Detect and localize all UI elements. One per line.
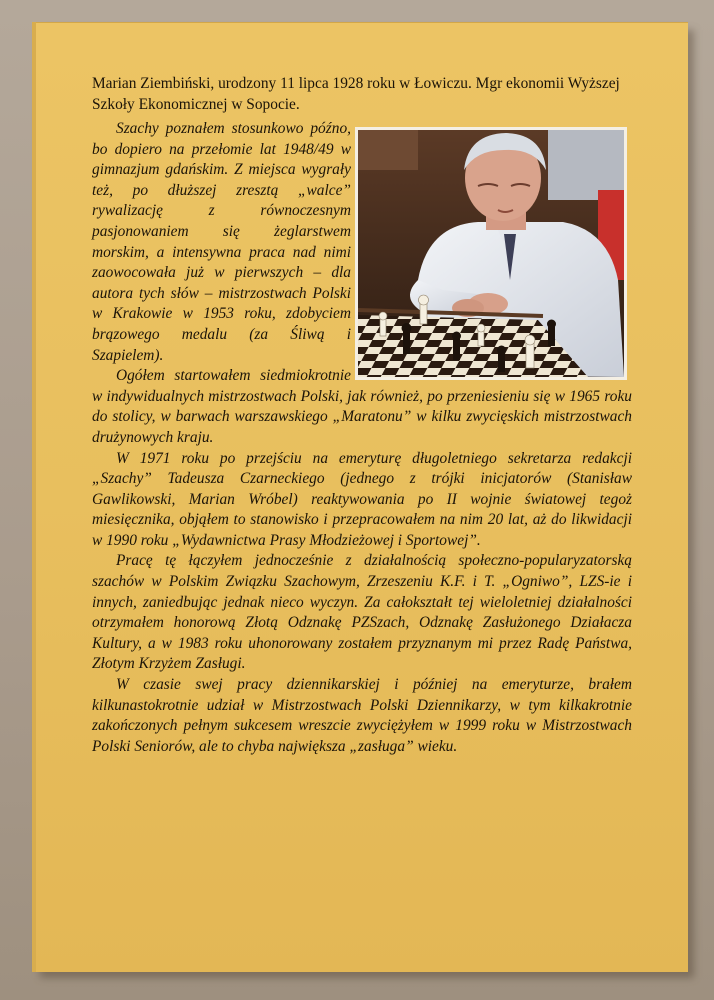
intro-paragraph: Marian Ziembiński, urodzony 11 lipca 1928 roku w Łowiczu. Mgr ekonomii Wyższej Szkoły Ekonomicznej w Sopocie. [92, 75, 620, 113]
biography-paragraph-1: Szachy poznałem stosunkowo późno, bo dopiero na przełomie lat 1948/49 w gimnazjum gdańskim. Z miejsca wygrały też, po dłuższej zresztą „walce” rywalizację z równoczesnym pasjonowaniem się żeglarstwem morskim, a intensywna praca nad nimi zaowocowała już w pierwszych – dla autora tych słów – mistrzostwach Polski w Krakowie w 1953 roku, zdobyciem brązowego medalu (za Śliwą i Szapielem). [92, 120, 351, 364]
author-photo [355, 127, 627, 380]
biography-paragraph-2: Ogółem startowałem siedmiokrotnie w indywidualnych mistrzostwach Polski, jak również, po przeniesieniu się w 1965 roku do stolicy, w barwach warszawskiego „Maratonu” w kilku zwycięskich mistrzostwach drużynowych kraju. [92, 367, 632, 446]
biography-paragraph-5: W czasie swej pracy dziennikarskiej i później na emeryturze, brałem kilkunastokrotnie udział w Mistrzostwach Polski Dziennikarzy, w tym kilkakrotnie zakończonych pełnym sukcesem wreszcie zwyciężyłem w 1999 roku w Mistrzostwach Polski Seniorów, ale to chyba największa „zasługa” wieku. [92, 676, 632, 755]
author-intro [92, 74, 632, 115]
biography-paragraph-3: W 1971 roku po przejściu na emeryturę długoletniego sekretarza redakcji „Szachy” Tadeusza Czarneckiego (jednego z trójki inicjatorów (Stanisław Gawlikowski, Marian Wróbel) reaktywowania po II wojnie światowej tegoż miesięcznika, objąłem to stanowisko i przepracowałem na nim 20 lat, aż do likwidacji w 1990 roku „Wydawnictwa Prasy Młodzieżowej i Sportowej”. [92, 449, 632, 549]
cover-edge [32, 22, 36, 972]
biography-paragraph-4: Pracę tę łączyłem jednocześnie z działalnością społeczno-popularyzatorską szachów w Polskim Związku Szachowym, Zrzeszeniu K.F. i T. „Ogniwo”, LZS-ie i innych, zaniedbując jednak nieco wyczyn. Za całokształt tej wieloletniej działalności otrzymałem honorową Złotą Odznakę PZSzach, Odznakę Zasłużonego Działacza Kultury, a w 1983 roku uhonorowany zostałem przyznanym mi przez Radę Państwa, Złotym Krzyżem Zasługi. [92, 552, 632, 673]
